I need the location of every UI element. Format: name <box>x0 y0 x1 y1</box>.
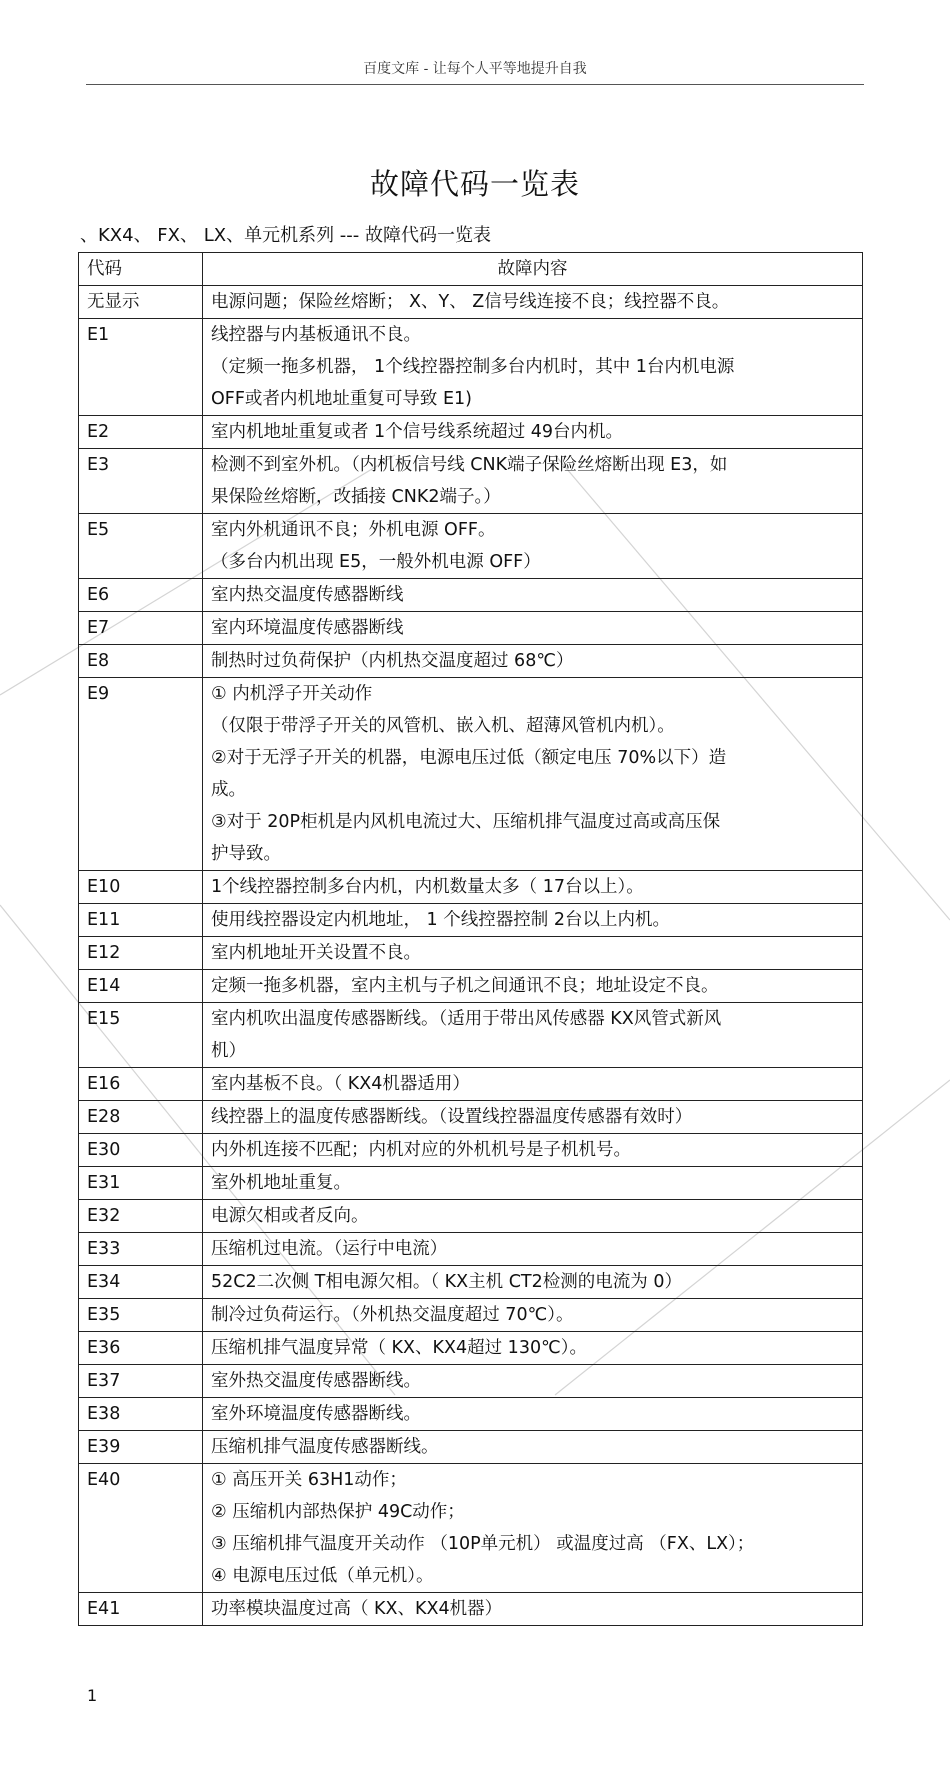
fault-description-line: 成。 <box>211 780 246 800</box>
fault-description-line: 护导致。 <box>211 844 281 864</box>
fault-description-cell <box>203 1200 863 1233</box>
fault-description-line: （仅限于带浮子开关的风管机、嵌入机、超薄风管机内机）。 <box>211 716 675 736</box>
fault-code-cell: E12 <box>79 937 203 970</box>
fault-description-cell <box>203 937 863 970</box>
fault-code-cell: E15 <box>79 1003 203 1068</box>
table-row <box>79 1167 863 1200</box>
fault-description-line: 机） <box>211 1041 246 1061</box>
table-row <box>79 1266 863 1299</box>
fault-description-line: 室外机地址重复。 <box>211 1173 351 1193</box>
table-row <box>79 1200 863 1233</box>
fault-code-cell: E37 <box>79 1365 203 1398</box>
column-header-content: 故障内容 <box>203 253 863 286</box>
table-row <box>79 1365 863 1398</box>
fault-code-cell: E7 <box>79 612 203 645</box>
fault-description-line: 室内机地址开关设置不良。 <box>211 943 421 963</box>
table-header-row <box>79 253 863 286</box>
table-row <box>79 319 863 416</box>
fault-description-line: 室内机地址重复或者 1个信号线系统超过 49台内机。 <box>211 422 624 442</box>
fault-description-line: 电源欠相或者反向。 <box>211 1206 369 1226</box>
fault-description-line: 制冷过负荷运行。（外机热交温度超过 70℃）。 <box>211 1305 574 1325</box>
fault-code-cell: E31 <box>79 1167 203 1200</box>
fault-description-line: ② 压缩机内部热保护 49C动作； <box>211 1502 465 1522</box>
fault-description-line: 压缩机过电流。（运行中电流） <box>211 1239 448 1259</box>
fault-description-cell <box>203 1464 863 1593</box>
fault-description-cell <box>203 514 863 579</box>
fault-description-line: 使用线控器设定内机地址， 1 个线控器控制 2台以上内机。 <box>211 910 670 930</box>
fault-description-cell <box>203 871 863 904</box>
fault-code-cell: E36 <box>79 1332 203 1365</box>
fault-description-line: 压缩机排气温度异常（ KX、KX4超过 130℃）。 <box>211 1338 587 1358</box>
fault-description-cell <box>203 1068 863 1101</box>
fault-description-line: （定频一拖多机器， 1个线控器控制多台内机时，其中 1台内机电源 <box>211 357 735 377</box>
table-row <box>79 286 863 319</box>
fault-code-cell: E30 <box>79 1134 203 1167</box>
fault-description-cell <box>203 970 863 1003</box>
table-row <box>79 612 863 645</box>
fault-description-cell <box>203 1134 863 1167</box>
fault-description-line: 定频一拖多机器，室内主机与子机之间通讯不良；地址设定不良。 <box>211 976 719 996</box>
fault-code-table <box>78 252 863 1626</box>
fault-description-cell <box>203 1003 863 1068</box>
fault-description-line: 室内基板不良。（ KX4机器适用） <box>211 1074 470 1094</box>
fault-description-line: 52C2二次侧 T相电源欠相。（ KX主机 CT2检测的电流为 0） <box>211 1272 682 1292</box>
table-row <box>79 514 863 579</box>
table-row <box>79 937 863 970</box>
fault-code-cell: E40 <box>79 1464 203 1593</box>
table-row <box>79 1398 863 1431</box>
fault-description-line: 制热时过负荷保护（内机热交温度超过 68℃） <box>211 651 574 671</box>
fault-description-line: 室内环境温度传感器断线 <box>211 618 404 638</box>
fault-description-cell <box>203 645 863 678</box>
fault-description-line: OFF或者内机地址重复可导致 E1) <box>211 389 472 409</box>
fault-code-cell: E11 <box>79 904 203 937</box>
fault-description-line: 室外环境温度传感器断线。 <box>211 1404 421 1424</box>
fault-description-cell <box>203 449 863 514</box>
fault-code-cell: E41 <box>79 1593 203 1626</box>
fault-description-line: ③ 压缩机排气温度开关动作 （10P单元机） 或温度过高 （FX、LX）； <box>211 1534 755 1554</box>
fault-code-cell: E6 <box>79 579 203 612</box>
table-row <box>79 1593 863 1626</box>
fault-description-line: 检测不到室外机。（内机板信号线 CNK端子保险丝熔断出现 E3，如 <box>211 455 728 475</box>
fault-description-cell <box>203 286 863 319</box>
fault-description-cell <box>203 1101 863 1134</box>
table-row <box>79 678 863 871</box>
fault-description-cell <box>203 612 863 645</box>
table-row <box>79 1003 863 1068</box>
fault-description-line: 室外热交温度传感器断线。 <box>211 1371 421 1391</box>
column-header-code: 代码 <box>79 253 203 286</box>
fault-code-cell: E3 <box>79 449 203 514</box>
fault-description-line: 室内外机通讯不良；外机电源 OFF。 <box>211 520 496 540</box>
fault-description-line: （多台内机出现 E5，一般外机电源 OFF） <box>211 552 541 572</box>
fault-code-cell: E14 <box>79 970 203 1003</box>
fault-description-line: 1个线控器控制多台内机，内机数量太多（ 17台以上）。 <box>211 877 644 897</box>
fault-description-line: ④ 电源电压过低（单元机）。 <box>211 1566 434 1586</box>
fault-description-line: 压缩机排气温度传感器断线。 <box>211 1437 439 1457</box>
fault-description-cell <box>203 1332 863 1365</box>
fault-code-cell: E38 <box>79 1398 203 1431</box>
table-caption: 、KX4、 FX、 LX、单元机系列 --- 故障代码一览表 <box>80 225 492 246</box>
fault-description-line: 内外机连接不匹配；内机对应的外机机号是子机机号。 <box>211 1140 631 1160</box>
fault-description-line: 室内热交温度传感器断线 <box>211 585 404 605</box>
fault-code-cell: E1 <box>79 319 203 416</box>
table-row <box>79 579 863 612</box>
document-title: 故障代码一览表 <box>369 167 580 201</box>
fault-description-line: 室内机吹出温度传感器断线。（适用于带出风传感器 KX风管式新风 <box>211 1009 722 1029</box>
fault-description-line: 线控器与内基板通讯不良。 <box>211 325 421 345</box>
table-row <box>79 1134 863 1167</box>
table-row <box>79 449 863 514</box>
table-row <box>79 1464 863 1593</box>
page-header: 百度文库 - 让每个人平等地提升自我 <box>363 61 587 77</box>
fault-code-cell: E16 <box>79 1068 203 1101</box>
table-row <box>79 1332 863 1365</box>
table-row <box>79 970 863 1003</box>
fault-code-cell: E28 <box>79 1101 203 1134</box>
fault-description-line: ②对于无浮子开关的机器，电源电压过低（额定电压 70%以下）造 <box>211 748 727 768</box>
table-row <box>79 904 863 937</box>
table-row <box>79 645 863 678</box>
fault-description-cell <box>203 416 863 449</box>
fault-description-cell <box>203 319 863 416</box>
fault-code-cell: E32 <box>79 1200 203 1233</box>
table-row <box>79 416 863 449</box>
fault-code-cell: E33 <box>79 1233 203 1266</box>
fault-code-cell: E34 <box>79 1266 203 1299</box>
fault-description-line: ① 高压开关 63H1动作； <box>211 1470 407 1490</box>
fault-description-line: 电源问题；保险丝熔断； X、Y、 Z信号线连接不良；线控器不良。 <box>211 292 730 312</box>
table-row <box>79 1233 863 1266</box>
fault-description-cell <box>203 1233 863 1266</box>
fault-code-cell: 无显示 <box>79 286 203 319</box>
fault-description-cell <box>203 1299 863 1332</box>
fault-code-cell: E10 <box>79 871 203 904</box>
table-row <box>79 1431 863 1464</box>
fault-code-cell: E9 <box>79 678 203 871</box>
fault-description-cell <box>203 1365 863 1398</box>
header-divider <box>86 84 864 85</box>
fault-description-line: 线控器上的温度传感器断线。（设置线控器温度传感器有效时） <box>211 1107 693 1127</box>
table-row <box>79 1068 863 1101</box>
fault-description-cell <box>203 1398 863 1431</box>
fault-description-cell <box>203 1431 863 1464</box>
fault-code-cell: E5 <box>79 514 203 579</box>
fault-description-cell <box>203 1266 863 1299</box>
fault-code-cell: E39 <box>79 1431 203 1464</box>
fault-description-cell <box>203 1593 863 1626</box>
fault-code-cell: E8 <box>79 645 203 678</box>
fault-description-cell <box>203 904 863 937</box>
table-row <box>79 1299 863 1332</box>
table-row <box>79 1101 863 1134</box>
fault-code-cell: E2 <box>79 416 203 449</box>
fault-description-line: 果保险丝熔断，改插接 CNK2端子。） <box>211 487 501 507</box>
fault-description-line: ③对于 20P柜机是内风机电流过大、压缩机排气温度过高或高压保 <box>211 812 721 832</box>
table-row <box>79 871 863 904</box>
fault-description-line: 功率模块温度过高（ KX、KX4机器） <box>211 1599 503 1619</box>
fault-description-cell <box>203 678 863 871</box>
fault-code-cell: E35 <box>79 1299 203 1332</box>
fault-description-line: ① 内机浮子开关动作 <box>211 684 373 704</box>
fault-description-cell <box>203 579 863 612</box>
page-number: 1 <box>87 1686 98 1705</box>
fault-description-cell <box>203 1167 863 1200</box>
